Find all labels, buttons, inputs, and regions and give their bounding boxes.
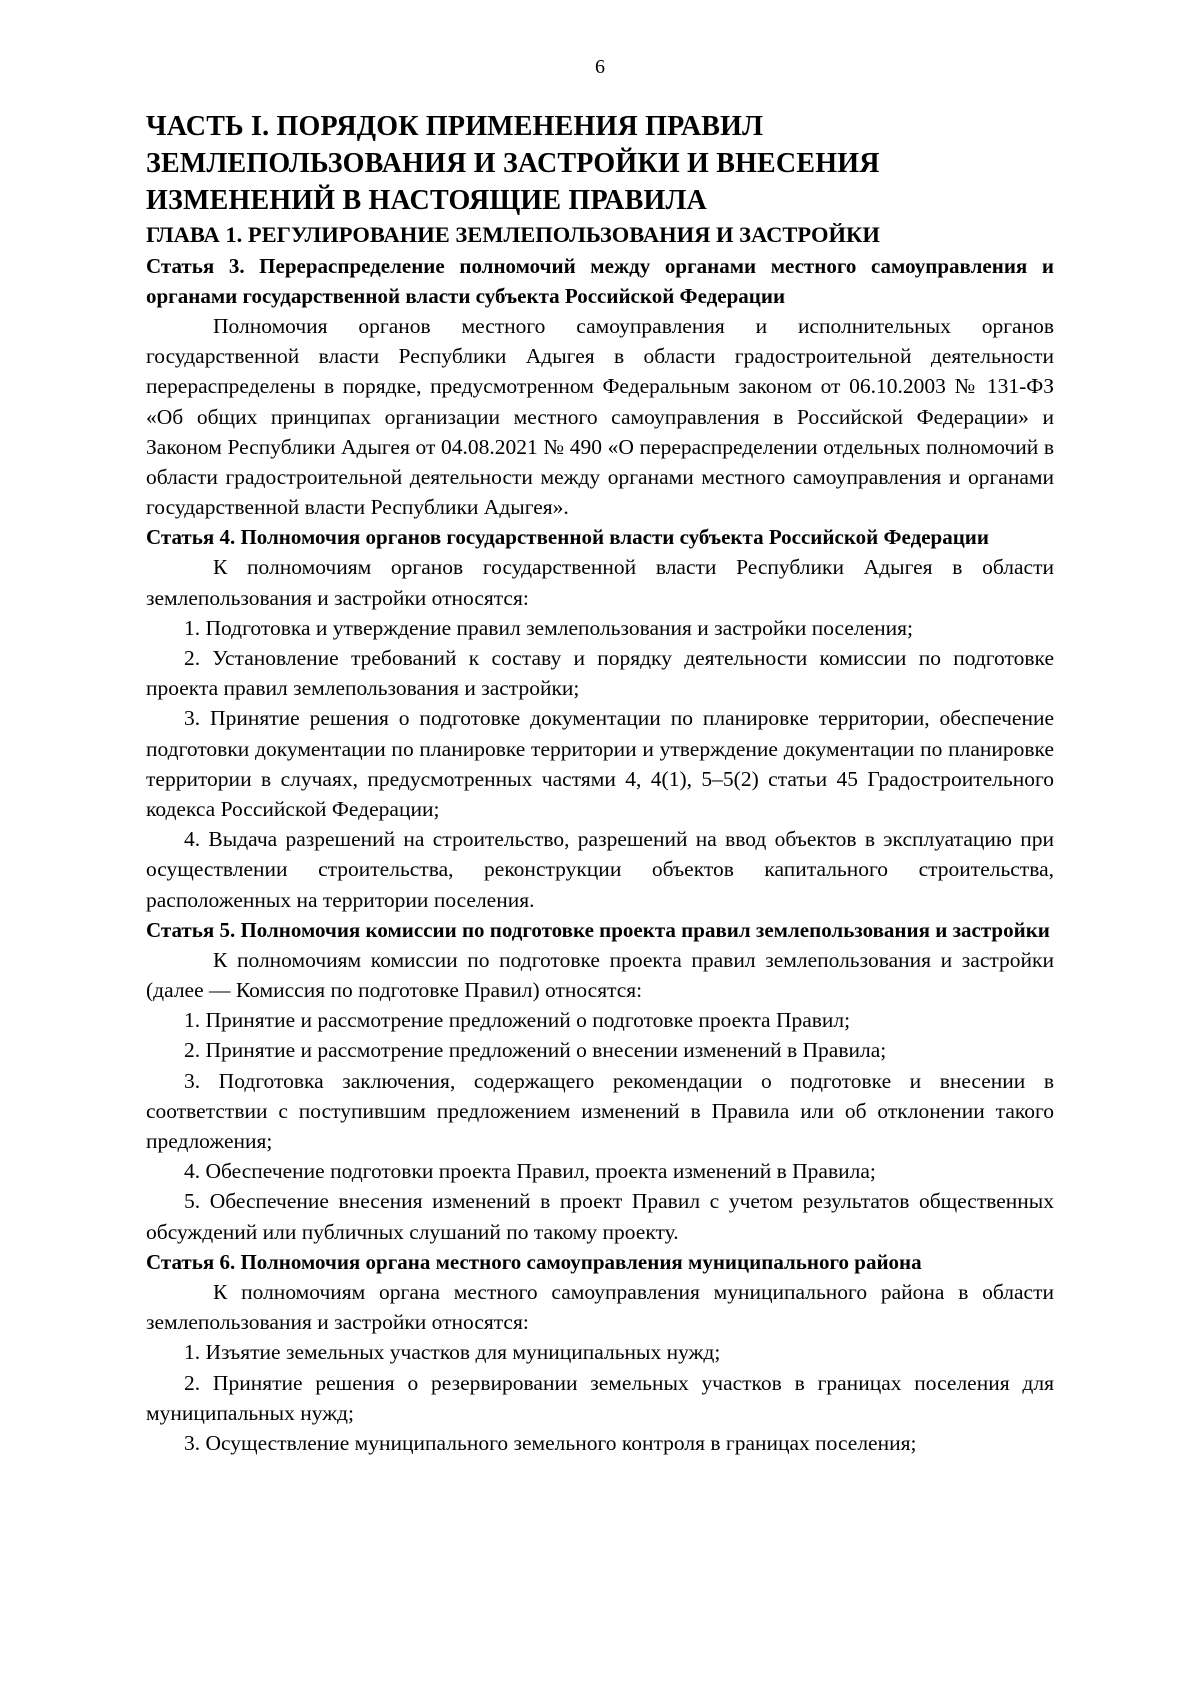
article-5-heading: Статья 5. Полномочия комиссии по подготовке проекта правил землепользования и застройки <box>146 917 1050 942</box>
list-item: 1. Подготовка и утверждение правил землепользования и застройки поселения; <box>184 615 914 640</box>
article-4-intro: К полномочиям органов государственной власти Республики Адыгея в области землепользования и застройки относятся: <box>146 555 1054 610</box>
list-item: 2. Установление требований к составу и порядку деятельности комиссии по подготовке проекта правил землепользования и застройки; <box>146 646 1054 701</box>
list-item: 3. Принятие решения о подготовке документации по планировке территории, обеспечение подготовки документации по планировке территории и утверждение документации по планировке территории в случаях, предусмотренных частями 4, 4(1), 5–5(2) статьи 45 Градостроительного кодекса Российской Федерации; <box>146 706 1054 822</box>
list-item: 3. Подготовка заключения, содержащего рекомендации о подготовке и внесении в соответствии с поступившим предложением изменений в Правила или об отклонении такого предложения; <box>146 1068 1054 1154</box>
list-item: 5. Обеспечение внесения изменений в проект Правил с учетом результатов общественных обсуждений или публичных слушаний по такому проекту. <box>146 1189 1054 1244</box>
list-item: 1. Изъятие земельных участков для муниципальных нужд; <box>184 1340 721 1365</box>
article-5-intro: К полномочиям комиссии по подготовке проекта правил землепользования и застройки (далее — Комиссия по подготовке Правил) относятся: <box>146 947 1054 1003</box>
list-item: 1. Принятие и рассмотрение предложений о подготовке проекта Правил; <box>184 1008 851 1033</box>
article-6-intro: К полномочиям органа местного самоуправления муниципального района в области землепользования и застройки относятся: <box>146 1279 1054 1335</box>
article-3-heading: Статья 3. Перераспределение полномочий между органами местного самоуправления и органами государственной власти субъекта Российской Федерации <box>146 254 1054 308</box>
part-heading: ЧАСТЬ I. ПОРЯДОК ПРИМЕНЕНИЯ ПРАВИЛ ЗЕМЛЕПОЛЬЗОВАНИЯ И ЗАСТРОЙКИ И ВНЕСЕНИЯ ИЗМЕНЕНИЙ В НАСТОЯЩИЕ ПРАВИЛА <box>146 111 880 216</box>
list-item: 4. Выдача разрешений на строительство, разрешений на ввод объектов в эксплуатацию при осуществлении строительства, реконструкции объектов капитального строительства, расположенных на территории поселения. <box>146 827 1054 912</box>
list-item: 2. Принятие и рассмотрение предложений о внесении изменений в Правила; <box>184 1038 887 1063</box>
chapter-heading: ГЛАВА 1. РЕГУЛИРОВАНИЕ ЗЕМЛЕПОЛЬЗОВАНИЯ И ЗАСТРОЙКИ <box>146 222 880 247</box>
page-number: 6 <box>595 56 605 78</box>
article-3-text: Полномочия органов местного самоуправления и исполнительных органов государственной власти Республики Адыгея в области градостроительной деятельности перераспределены в порядке, предусмотренном Федеральным законом от 06.10.2003 № 131-ФЗ «Об общих принципах организации местного самоуправления в Российской Федерации» и Законом Республики Адыгея от 04.08.2021 № 490 «О перераспределении отдельных полномочий в области градостроительной деятельности между органами местного самоуправления и органами государственной власти Республики Адыгея». <box>146 314 1054 520</box>
list-item: 3. Осуществление муниципального земельного контроля в границах поселения; <box>184 1430 917 1455</box>
article-4-heading: Статья 4. Полномочия органов государственной власти субъекта Российской Федерации <box>146 525 989 550</box>
list-item: 2. Принятие решения о резервировании земельных участков в границах поселения для муниципальных нужд; <box>146 1370 1054 1425</box>
list-item: 4. Обеспечение подготовки проекта Правил, проекта изменений в Правила; <box>184 1159 876 1184</box>
article-6-heading: Статья 6. Полномочия органа местного самоуправления муниципального района <box>146 1249 922 1274</box>
document-body <box>146 108 1054 1458</box>
